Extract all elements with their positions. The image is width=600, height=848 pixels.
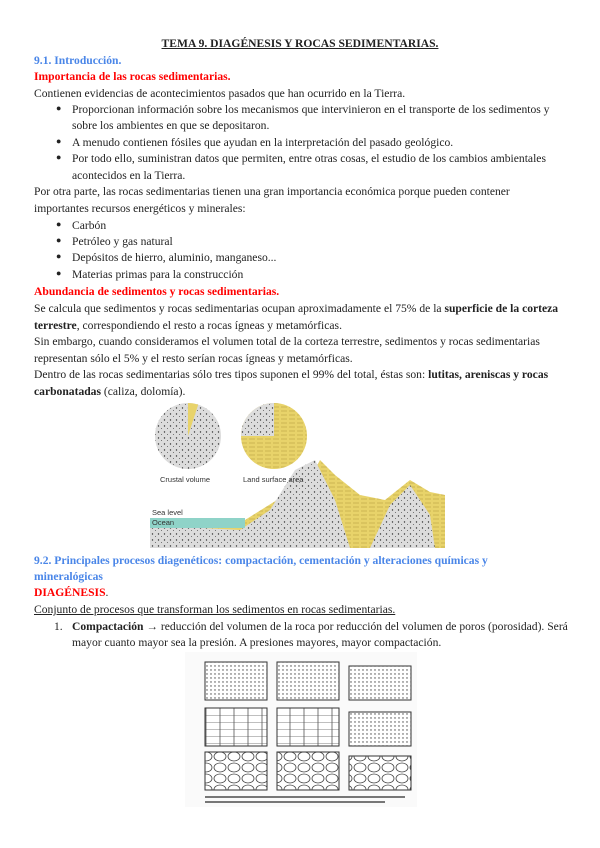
section-heading-processes: 9.2. Principales procesos diagenéticos: compactación, cementación y alteraciones químicas y	[34, 554, 488, 567]
paragraph: carbonatadas (caliza, dolomía).	[34, 385, 186, 398]
bullet-icon: ●	[56, 136, 62, 146]
list-item-compaction: Compactación → reducción del volumen de la roca por reducción del volumen de poros (porosidad). Será	[72, 620, 568, 633]
list-item: Proporcionan información sobre los mecanismos que intervinieron en el transporte de los sedimentos y	[72, 103, 550, 116]
paragraph: Dentro de las rocas sedimentarias sólo tres tipos suponen el 99% del total, éstas son: lutitas, areniscas y rocas	[34, 368, 549, 381]
compaction-figure	[185, 652, 417, 807]
list-item: A menudo contienen fósiles que ayudan en la interpretación del pasado geológico.	[72, 136, 454, 149]
subheading-abundance: Abundancia de sedimentos y rocas sedimentarias.	[34, 285, 280, 298]
section-heading-intro: 9.1. Introducción.	[34, 54, 122, 67]
paragraph: representan sólo el 5% y el resto serían rocas ígneas y metamórficas.	[34, 352, 353, 365]
sea-level-label: Sea level	[152, 508, 183, 517]
diagenesis-heading: DIAGÉNESIS.	[34, 586, 109, 599]
pie-label-crustal-volume: Crustal volume	[160, 475, 211, 484]
pie-crustal-volume	[155, 403, 221, 469]
bullet-icon: ●	[56, 251, 62, 261]
list-item-compaction-cont: mayor cuanto mayor sea la presión. A presiones mayores, mayor compactación.	[72, 636, 442, 649]
ocean-label: Ocean	[152, 518, 175, 527]
pie-label-land-surface: Land surface area	[243, 475, 304, 484]
bullet-icon: ●	[56, 235, 62, 245]
list-item: acontecidos en la Tierra.	[72, 169, 186, 182]
list-item: Depósitos de hierro, aluminio, manganeso...	[72, 251, 277, 264]
paragraph: importantes recursos energéticos y minerales:	[34, 202, 246, 215]
bullet-icon: ●	[56, 268, 62, 278]
paragraph: Sin embargo, cuando consideramos el volumen total de la corteza terrestre, sedimentos y rocas sedimentarias	[34, 335, 540, 348]
section-heading-processes-cont: mineralógicas	[34, 570, 103, 583]
paragraph: Se calcula que sedimentos y rocas sedimentarias ocupan aproximadamente el 75% de la superficie de la corteza	[34, 302, 559, 315]
bullet-icon: ●	[56, 219, 62, 229]
diagenesis-definition: Conjunto de procesos que transforman los sedimentos en rocas sedimentarias.	[34, 603, 396, 616]
list-item: Carbón	[72, 219, 107, 232]
bullet-icon: ●	[56, 152, 62, 162]
bullet-icon: ●	[56, 103, 62, 113]
paragraph: terrestre, correspondiendo el resto a rocas ígneas y metamórficas.	[34, 319, 342, 332]
list-item: sobre los ambientes en que se depositaron.	[72, 119, 270, 132]
pie-land-surface-area	[241, 403, 307, 469]
list-item: Por todo ello, suministran datos que permiten, entre otras cosas, el estudio de los cambios ambientales	[72, 152, 546, 165]
list-item: Materias primas para la construcción	[72, 268, 244, 281]
list-item: Petróleo y gas natural	[72, 235, 173, 248]
list-number: 1.	[54, 620, 63, 633]
page-title: TEMA 9. DIAGÉNESIS Y ROCAS SEDIMENTARIAS.	[161, 37, 439, 50]
subheading-importance: Importancia de las rocas sedimentarias.	[34, 70, 231, 83]
paragraph: Contienen evidencias de acontecimientos pasados que han ocurrido en la Tierra.	[34, 87, 406, 100]
paragraph: Por otra parte, las rocas sedimentarias tienen una gran importancia económica porque pueden contener	[34, 185, 510, 198]
